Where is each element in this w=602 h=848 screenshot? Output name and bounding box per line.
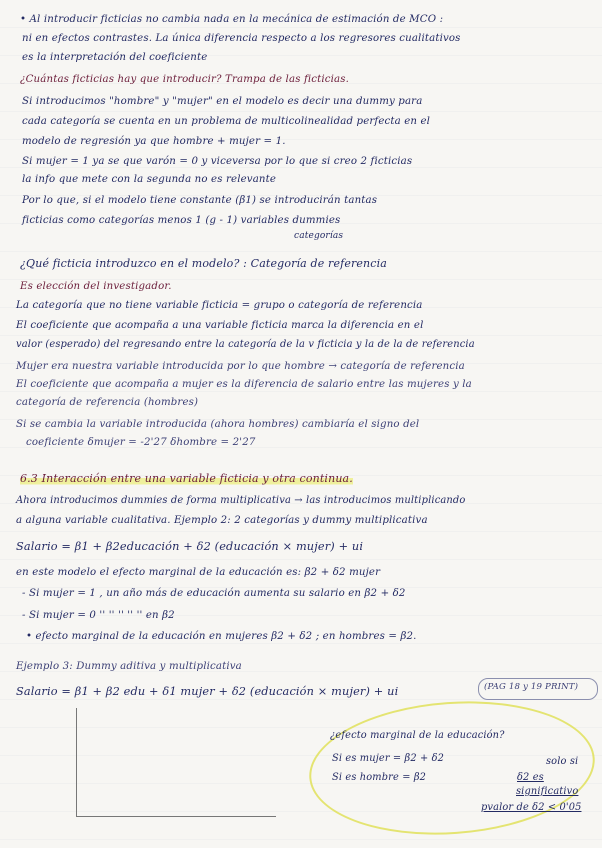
formula-line: Salario = β1 + β2 edu + δ1 mujer + δ2 (educación × mujer) + ui [16,685,399,698]
text-line: - Si mujer = 0 '' '' '' '' '' en β2 [22,610,175,621]
section-question: ¿Cuántas ficticias hay que introducir? Trampa de las ficticias. [20,74,350,85]
text-line: Si introducimos "hombre" y "mujer" en el modelo es decir una dummy para [22,96,423,107]
formula-line: Salario = β1 + β2educación + δ2 (educación × mujer) + ui [16,540,364,553]
text-line: Ahora introducimos dummies de forma multiplicativa → las introducimos multiplicando [16,495,466,506]
text-line: Si mujer = 1 ya se que varón = 0 y viceversa por lo que si creo 2 ficticias [22,156,413,167]
text-line: - Si mujer = 1 , un año más de educación aumenta su salario en β2 + δ2 [22,588,406,599]
text-line: categoría de referencia (hombres) [16,397,199,408]
text-line: es la interpretación del coeficiente [22,52,208,63]
text-line: cada categoría se cuenta en un problema de multicolinealidad perfecta en el [22,116,431,127]
text-line: Por lo que, si el modelo tiene constante (β1) se introducirán tantas [22,195,378,206]
text-line: solo si [546,756,579,767]
text-line: • Al introducir ficticias no cambia nada en la mecánica de estimación de MCO : [20,14,444,25]
text-line: coeficiente δmujer = -2'27 δhombre = 2'27 [26,437,256,448]
text-line: La categoría que no tiene variable ficticia = grupo o categoría de referencia [16,300,423,311]
graph-x-axis [76,816,276,817]
text-line: El coeficiente que acompaña a mujer es la diferencia de salario entre las mujeres y la [16,379,472,390]
graph-y-axis [76,708,77,816]
text-line: pvalor de δ2 < 0'05 [481,802,582,813]
text-line: la info que mete con la segunda no es relevante [22,174,277,185]
text-line: Mujer era nuestra variable introducida por lo que hombre → categoría de referencia [16,361,465,372]
text-line: δ2 es [517,772,544,783]
text-line: El coeficiente que acompaña a una variable ficticia marca la diferencia en el [16,320,424,331]
text-line: a alguna variable cualitativa. Ejemplo 2: 2 categorías y dummy multiplicativa [16,515,428,526]
text-line: Si se cambia la variable introducida (ahora hombres) cambiaría el signo del [16,419,420,430]
page-reference: (PAG 18 y 19 PRINT) [484,682,579,692]
text-line: ¿efecto marginal de la educación? [330,730,505,741]
text-line: ficticias como categorías menos 1 (g - 1) variables dummies [22,215,341,226]
text-line: ni en efectos contrastes. La única diferencia respecto a los regresores cualitativos [22,33,461,44]
text-line: modelo de regresión ya que hombre + mujer = 1. [22,136,286,147]
highlight-circle [305,692,600,844]
section-heading-text: 6.3 Interacción entre una variable ficticia y otra continua. [20,472,353,485]
text-line: en este modelo el efecto marginal de la educación es: β2 + δ2 mujer [16,567,381,578]
text-line: • efecto marginal de la educación en mujeres β2 + δ2 ; en hombres = β2. [26,631,417,642]
text-line: Es elección del investigador. [20,281,172,292]
text-line: Si es mujer = β2 + δ2 [332,753,445,764]
section-question: ¿Qué ficticia introduzco en el modelo? : Categoría de referencia [20,257,387,270]
text-line: valor (esperado) del regresando entre la categoría de la v ficticia y la de la de referencia [16,339,475,350]
text-line: significativo [516,786,579,797]
section-heading: Ejemplo 3: Dummy aditiva y multiplicativa [16,661,242,672]
text-line: Si es hombre = β2 [332,772,427,783]
section-heading [20,473,353,484]
text-annotation: categorías [294,231,344,241]
